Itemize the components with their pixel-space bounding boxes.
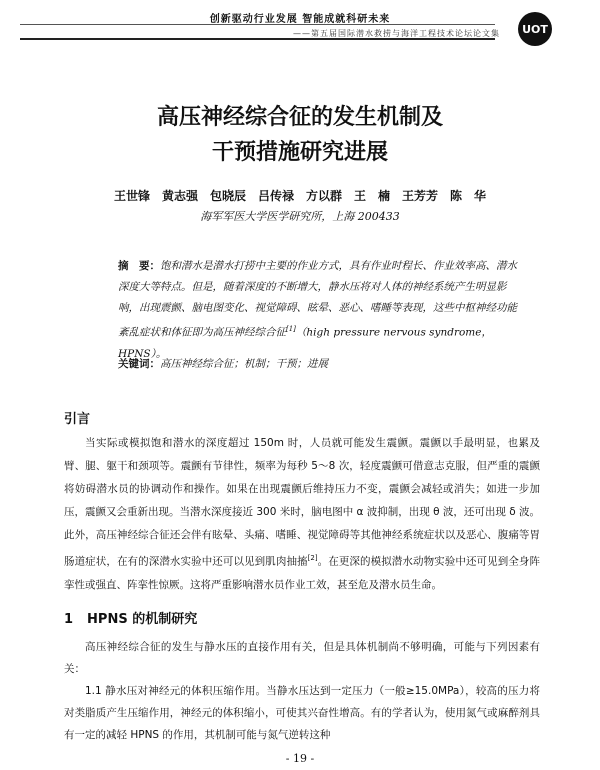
section-1-number: 1 xyxy=(64,612,74,627)
header-slogan: 创新驱动行业发展 智能成就科研未来 xyxy=(209,14,391,25)
abstract-citation: [1] xyxy=(286,325,296,333)
title-line-2: 干预措施研究进展 xyxy=(211,139,388,165)
keywords-label: 关键词： xyxy=(118,358,160,370)
section-1-body xyxy=(64,636,540,746)
author-list: 王世锋 黄志强 包晓辰 吕传禄 方以群 王 楠 王芳芳 陈 华 xyxy=(113,189,486,203)
intro-text-b: 。在更深的模拟潜水动物实验中还可见到全身阵挛性或强直、阵挛性惊厥。这将严重影响潜水员作业工效，甚至危及潜水员生命。 xyxy=(64,555,541,591)
abstract-text: 饱和潜水是潜水打捞中主要的作业方式，具有作业时程长、作业效率高、潜水深度大等特点。但是，随着深度的不断增大，静水压将对人体的神经系统产生明显影响，出现震颤、脑电图变化、视觉障碍、眩晕、恶心、嗜睡等表现，这些中枢神经功能紊乱症状和体征即为高压神经综合征 xyxy=(118,260,517,339)
abstract xyxy=(118,256,518,365)
affiliation: 海军军医大学医学研究所，上海 200433 xyxy=(200,210,400,223)
conference-logo: UOT xyxy=(518,12,552,46)
header-rule xyxy=(20,24,495,25)
intro-body xyxy=(64,432,540,597)
page-number: - 19 - xyxy=(285,752,315,765)
paper-title xyxy=(0,100,600,170)
abstract-label: 摘 要： xyxy=(118,260,160,272)
section-1-paragraph-1: 高压神经综合征的发生与静水压的直接作用有关，但是具体机制尚不够明确，可能与下列因素有关： xyxy=(64,641,540,675)
abstract-text-end: （high pressure nervous syndrome，HPNS）。 xyxy=(118,326,492,360)
section-1-paragraph-2: 1.1 静水压对神经元的体积压缩作用。当静水压达到一定压力（一般≥15.0MPa），较高的压力将对类脂质产生压缩作用，神经元的体积缩小，可使其兴奋性增高。有的学者认为，使用氮气或麻醉剂具有一定的减轻 HPNS 的作用，其机制可能与氮气逆转这种 xyxy=(64,685,540,741)
intro-citation: [2] xyxy=(307,554,318,562)
intro-text-a: 当实际或模拟饱和潜水的深度超过 150m 时，人员就可能发生震颤。震颤以手最明显，也累及臂、腿、躯干和颈项等。震颤有节律性，频率为每秒 5～8 次，轻度震颤可借意志克服，但严重的震颤将妨碍潜水员的协调动作和操作。如果在出现震颤后维持压力不变，震颤会减轻或消失；如进一步加压，震颤又会重新出现。当潜水深度接近 300 米时，脑电图中 α 波抑制，出现 θ 波，还可出现 δ 波。此外，高压神经综合征还会伴有眩晕、头痛、嗜睡、视觉障碍等其他神经系统症状以及恶心、腹痛等胃肠道症状，在有的深潜水实验中还可以见到肌肉抽搐 xyxy=(64,437,541,568)
intro-heading: 引言 xyxy=(64,412,91,427)
header-rule-thick xyxy=(20,38,495,40)
section-1-title: HPNS 的机制研究 xyxy=(87,612,198,627)
header-proceedings: ——第五届国际潜水救捞与海洋工程技术论坛论文集 xyxy=(293,29,500,38)
section-1-heading xyxy=(64,608,197,627)
title-line-1: 高压神经综合征的发生机制及 xyxy=(156,104,443,130)
keywords-text: 高压神经综合征；机制；干预；进展 xyxy=(160,358,328,370)
keywords xyxy=(118,356,518,371)
running-header xyxy=(0,6,600,46)
intro-paragraph xyxy=(64,432,540,597)
